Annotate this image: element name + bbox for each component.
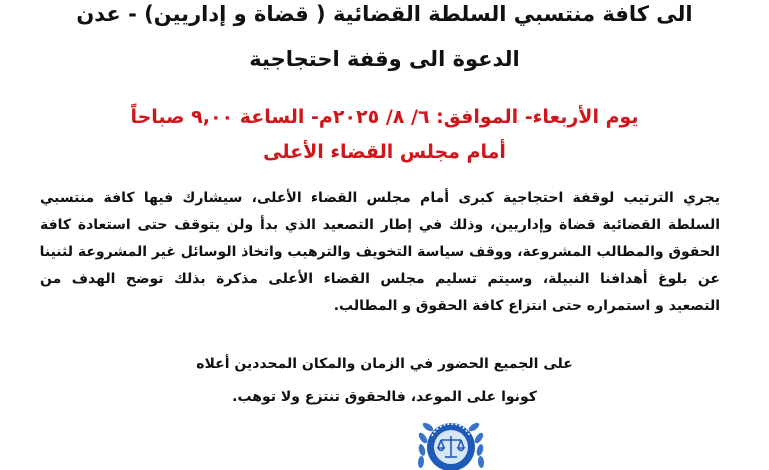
body-line: عن بلوغ أهدافنا النبيلة، وسيتم تسليم مجلس القضاء الأعلى مذكرة بذلك توضح الهدف من (40, 271, 720, 287)
body-line: يجري الترتيب لوقفة احتجاجية كبرى أمام مجلس القضاء الأعلى، سيشارك فيها كافة منتسبي (40, 190, 720, 206)
addressee-heading: الى كافة منتسبي السلطة القضائية ( قضاة و إداريين) - عدن (76, 2, 693, 26)
judges-club-emblem-icon (416, 412, 486, 470)
announcement-body (40, 185, 720, 320)
attendance-call: على الجميع الحضور في الزمان والمكان المحددين أعلاه (196, 356, 573, 372)
event-datetime: يوم الأربعاء- الموافق: ٦/ ٨/ ٢٠٢٥م- الساعة ٩,٠٠ صباحاً (130, 106, 639, 128)
event-location: أمام مجلس القضاء الأعلى (263, 141, 506, 163)
body-line: الحقوق والمطالب المشروعة، ووقف سياسة التخويف والترهيب واتخاذ الوسائل غير المشروعة لثنينا (39, 244, 720, 260)
body-line: السلطة القضائية قضاة وإداريين، وذلك في إطار التصعيد الذي بدأ ولن يتوقف حتى استعادة كافة (40, 217, 720, 233)
body-line: التصعيد و استمراره حتى انتزاع كافة الحقوق و المطالب. (333, 298, 720, 314)
invitation-title: الدعوة الى وقفة احتجاجية (249, 47, 520, 71)
closing-slogan: كونوا على الموعد، فالحقوق تنتزع ولا توهب. (232, 389, 537, 405)
